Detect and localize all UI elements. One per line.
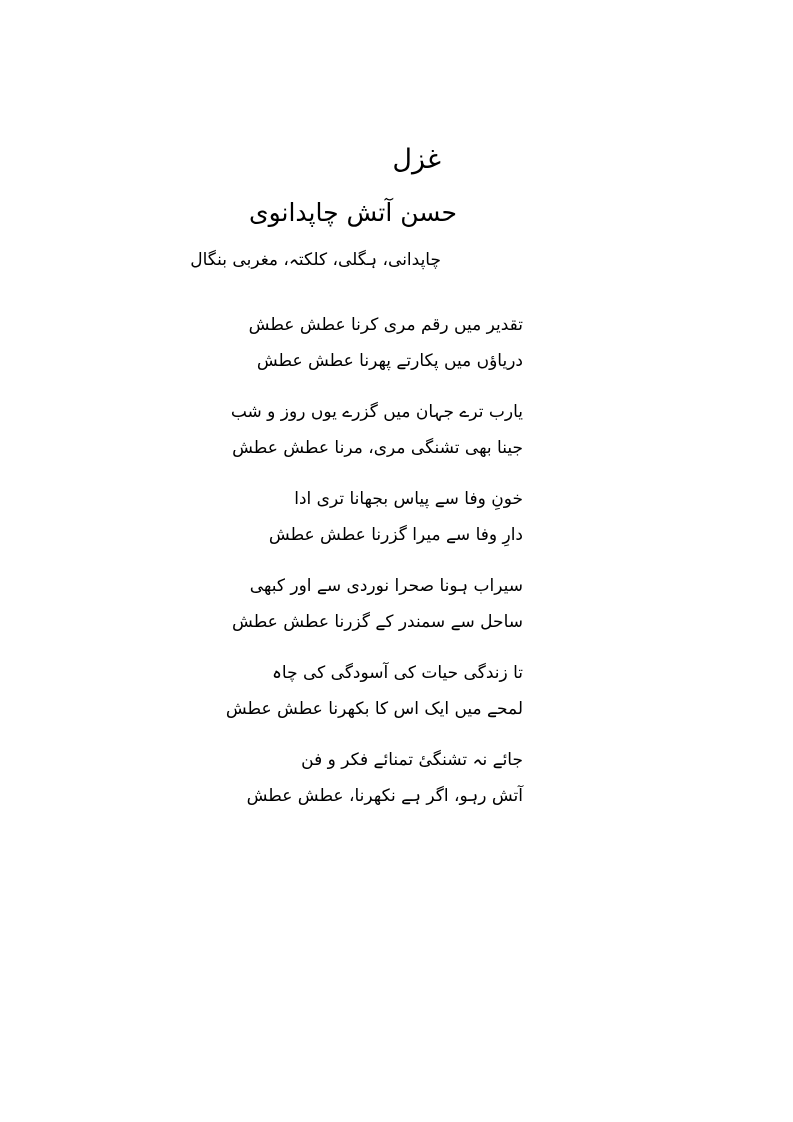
couplet-first-line: سیراب ہونا صحرا نوردی سے اور کبھی [249, 576, 523, 596]
couplet-second-line: ساحل سے سمندر کے گزرنا عطش عطش [232, 612, 523, 632]
ghazal-couplets [225, 312, 523, 834]
couplet-first-line: جائے نہ تشنگیٔ تمنائے فکر و فن [301, 750, 523, 770]
couplet-first-line: یارب ترے جہان میں گزرے یوں روز و شب [230, 402, 523, 422]
couplet [246, 747, 523, 819]
couplet-second-line: لمحے میں ایک اس کا بکھرنا عطش عطش [225, 699, 523, 719]
couplet-first-line: تقدیر میں رقم مری کرنا عطش عطش [248, 315, 523, 335]
couplet-second-line: دارِ وفا سے میرا گزرنا عطش عطش [268, 525, 523, 545]
poet-name: حسن آتش چاپدانوی [249, 198, 457, 227]
ghazal-title: غزل [392, 144, 441, 175]
couplet [248, 312, 523, 384]
couplet [225, 660, 523, 732]
poet-location: چاپدانی، ہگلی، کلکتہ، مغربی بنگال [190, 250, 441, 270]
couplet-second-line: دریاؤں میں پکارتے پھرنا عطش عطش [256, 351, 523, 371]
couplet [230, 399, 523, 471]
couplet [263, 486, 523, 558]
couplet-first-line: خونِ وفا سے پیاس بجھانا تری ادا [294, 489, 523, 509]
couplet [232, 573, 523, 645]
couplet-first-line: تا زندگی حیات کی آسودگی کی چاہ [271, 663, 523, 683]
couplet-second-line: جینا بھی تشنگی مری، مرنا عطش عطش [232, 438, 523, 458]
couplet-second-line: آتش رہو، اگر ہے نکھرنا، عطش عطش [246, 786, 523, 806]
